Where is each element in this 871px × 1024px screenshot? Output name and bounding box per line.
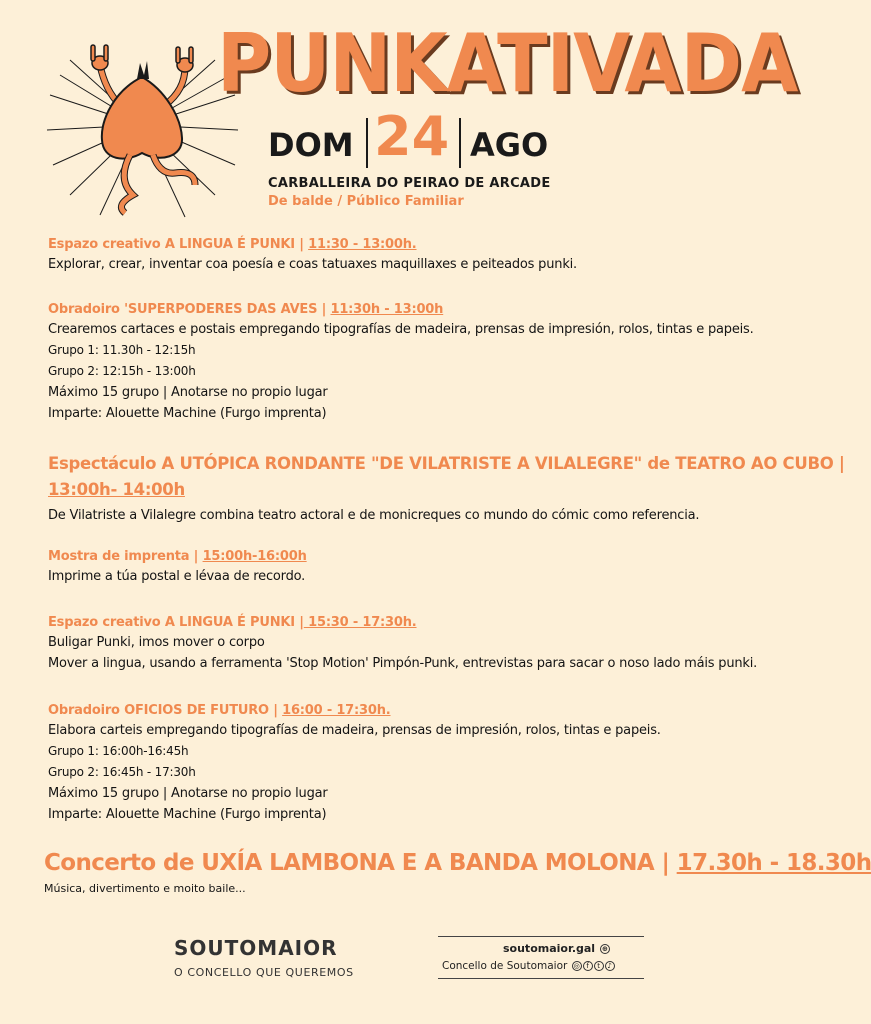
concert-block: [44, 848, 871, 895]
concert-title: Concerto de UXÍA LAMBONA E A BANDA MOLONA | 17.30h - 18.30h: [44, 850, 871, 876]
program-item: [48, 702, 661, 825]
program-item-title: Mostra de imprenta | 15:00h-16:00h: [48, 549, 307, 564]
punk-mascot-illustration: [45, 35, 240, 220]
event-title: PUNKATIVADA: [217, 17, 798, 111]
program-item-line: Grupo 1: 11.30h - 12:15h: [48, 343, 196, 357]
program-item-line: Grupo 1: 16:00h-16:45h: [48, 744, 189, 758]
social-handle[interactable]: Concello de Soutomaior ◎ f t ♪: [442, 960, 615, 972]
program-item-line: De Vilatriste a Vilalegre combina teatro actoral e de monicreques co mundo do cómic como referencia.: [48, 508, 700, 523]
program-item-line: Grupo 2: 16:45h - 17:30h: [48, 765, 196, 779]
program-item-title: Espazo creativo A LINGUA É PUNKI | 15:30 - 17:30h.: [48, 615, 417, 630]
council-logo: SOUTOMAIOR: [174, 936, 338, 960]
footer-divider-top: [438, 936, 644, 937]
event-venue: CARBALLEIRA DO PEIRAO DE ARCADE: [268, 176, 551, 191]
event-day: DOM: [268, 126, 354, 164]
program-item: [48, 548, 307, 587]
program-item-line: Crearemos cartaces e postais empregando tipografías de madeira, prensas de impresión, rolos, tintas e papeis.: [48, 322, 754, 337]
program-item-line: Grupo 2: 12:15h - 13:00h: [48, 364, 196, 378]
event-month: AGO: [470, 126, 549, 164]
council-motto: O CONCELLO QUE QUEREMOS: [174, 966, 354, 979]
program-item: [48, 451, 845, 526]
program-item: [48, 236, 577, 275]
program-item-line: Imparte: Alouette Machine (Furgo imprenta): [48, 406, 327, 421]
event-audience: De balde / Público Familiar: [268, 194, 464, 209]
program-item-line: Máximo 15 grupo | Anotarse no propio lugar: [48, 385, 328, 400]
program-item-title: Espectáculo A UTÓPICA RONDANTE "DE VILATRISTE A VILALEGRE" de TEATRO AO CUBO |: [48, 454, 845, 473]
concert-subtitle: Música, divertimento e moito baile...: [44, 882, 246, 895]
program-item-time: 13:00h- 14:00h: [48, 480, 185, 499]
program-item: [48, 614, 757, 674]
facebook-icon[interactable]: f: [583, 961, 593, 971]
program-item-title: Obradoiro 'SUPERPODERES DAS AVES | 11:30h - 13:00h: [48, 302, 444, 317]
globe-icon: ⊕: [600, 944, 610, 954]
instagram-icon[interactable]: ◎: [573, 962, 580, 970]
twitter-icon[interactable]: t: [594, 961, 604, 971]
program-item: [48, 301, 754, 424]
program-item-line: Imprime a túa postal e lévaa de recordo.: [48, 569, 306, 584]
website-link[interactable]: soutomaior.gal ⊕: [503, 942, 610, 955]
program-item-line: Explorar, crear, inventar coa poesía e coas tatuaxes maquillaxes e peiteados punki.: [48, 257, 577, 272]
event-day-number: 24: [374, 105, 450, 168]
program-item-line: Elabora carteis empregando tipografías de madeira, prensas de impresión, rolos, tintas e papeis.: [48, 723, 661, 738]
program-item-line: Mover a lingua, usando a ferramenta 'Stop Motion' Pimpón-Punk, entrevistas para sacar o noso lado máis punki.: [48, 656, 758, 671]
footer-divider-bottom: [438, 978, 644, 979]
program-item-line: Imparte: Alouette Machine (Furgo imprenta): [48, 807, 327, 822]
program-item-line: Buligar Punki, imos mover o corpo: [48, 635, 265, 650]
program-item-title: Obradoiro OFICIOS DE FUTURO | 16:00 - 17:30h.: [48, 703, 391, 718]
date-divider-left: [366, 118, 368, 168]
program-item-line: Máximo 15 grupo | Anotarse no propio lugar: [48, 786, 328, 801]
date-divider-right: [459, 118, 461, 168]
program-item-title: Espazo creativo A LINGUA É PUNKI | 11:30 - 13:00h.: [48, 237, 417, 252]
tiktok-icon[interactable]: ♪: [605, 961, 615, 971]
